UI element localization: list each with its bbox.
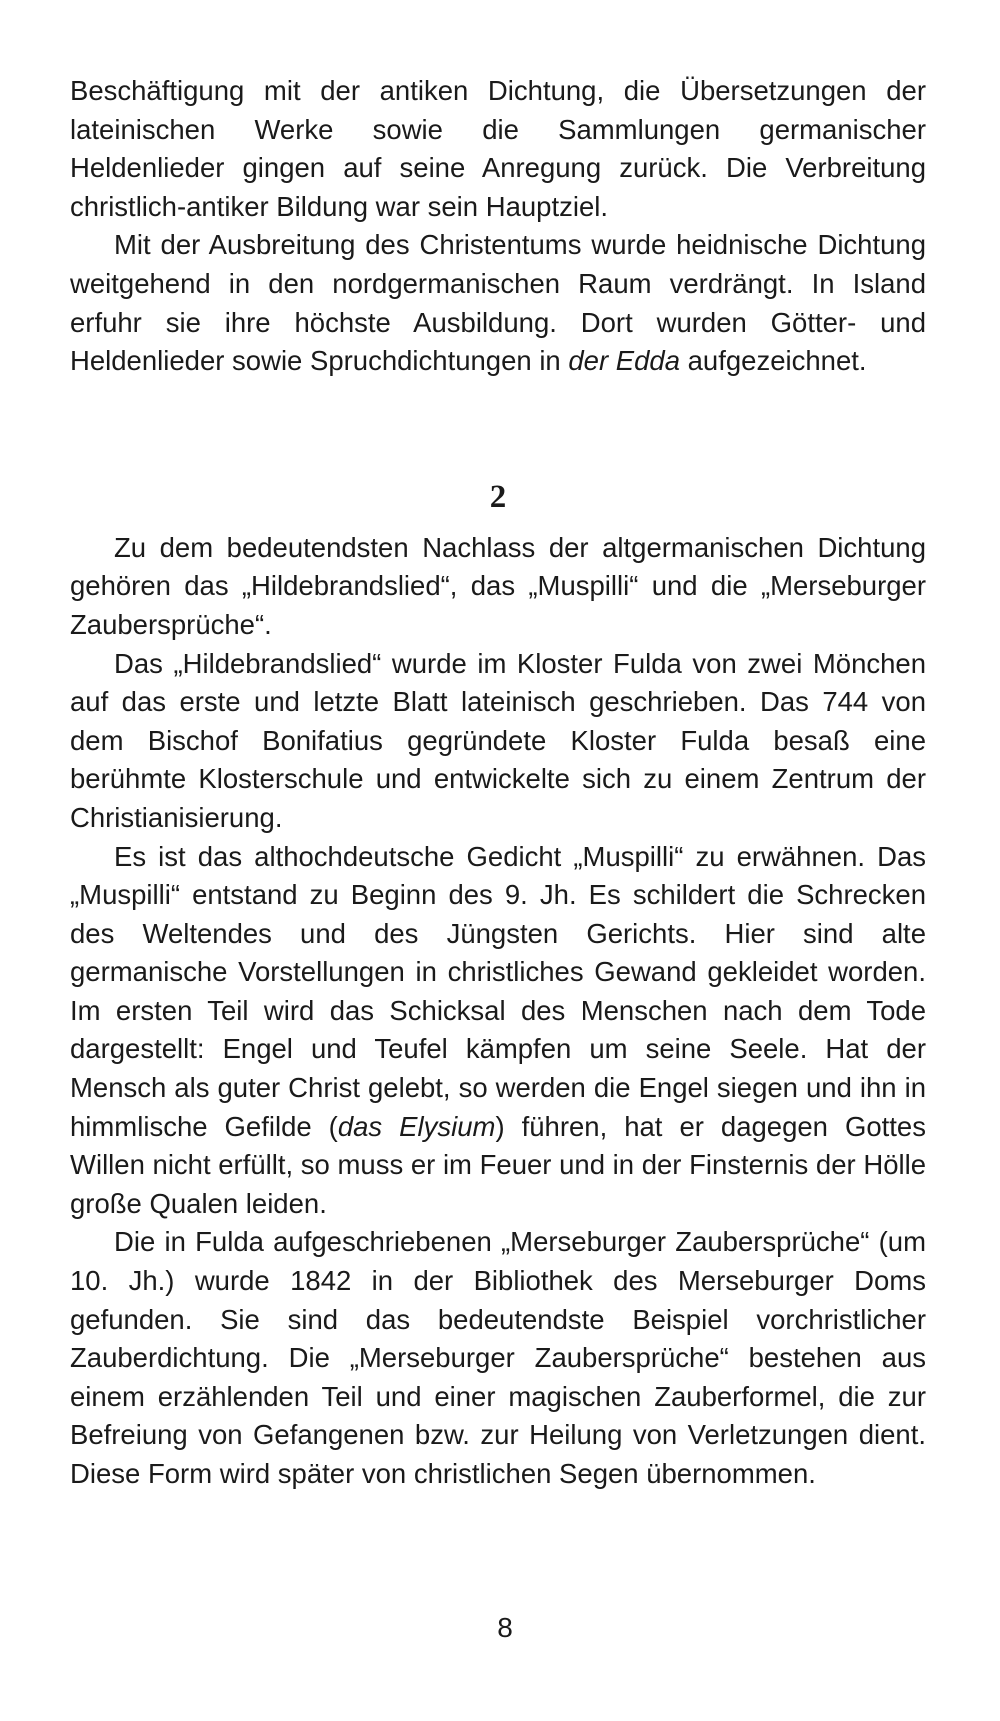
paragraph-muspilli-text: Es ist das althochdeutsche Gedicht „Muspilli“ zu erwähnen. Das „Muspilli“ entstand zu Beginn des 9. Jh. Es schildert die Schrecken des Weltendes und des Jüngsten Gerichts. Hier sind alte germanische Vorstellungen in christliches Gewand gekleidet worden. Im ersten Teil wird das Schicksal des Menschen nach dem Tode dargestellt: Engel und Teufel kämpfen um seine Seele. Hat der Mensch als guter Christ gelebt, so werden die Engel siegen und ihn in himmlische Gefilde ( [70, 840, 926, 1142]
paragraph-edda-text: Mit der Ausbreitung des Christentums wurde heidnische Dichtung weitgehend in den nordgermanischen Raum verdrängt. In Island erfuhr sie ihre höchste Ausbildung. Dort wurden Götter- und Heldenlieder sowie Spruchdichtungen in [70, 229, 926, 377]
italic-elysium: das Elysium [337, 1110, 496, 1142]
paragraph-edda-end: aufgezeichnet. [687, 345, 867, 377]
paragraph-muspilli-end: ) führen, hat er dagegen Gottes Willen nicht erfüllt, so muss er im Feuer und in der Finsternis der Hölle große Qualen leiden. [70, 1110, 926, 1219]
paragraph-edda [70, 226, 926, 380]
italic-edda: der Edda [568, 345, 680, 377]
paragraph-hildebrandslied: Das „Hildebrandslied“ wurde im Kloster Fulda von zwei Mönchen auf das erste und letzte Blatt lateinisch geschrieben. Das 744 von dem Bischof Bonifatius gegründete Kloster Fulda besaß eine berühmte Klosterschule und entwickelte sich zu einem Zentrum der Christianisierung. [70, 647, 926, 833]
page-number: 8 [497, 1612, 513, 1643]
paragraph-nachlass: Zu dem bedeutendsten Nachlass der altgermanischen Dichtung gehören das „Hildebrandslied“, das „Muspilli“ und die „Merseburger Zaubersprüche“. [70, 531, 926, 640]
paragraph-muspilli [70, 838, 926, 1224]
paragraph-continued: Beschäftigung mit der antiken Dichtung, die Übersetzungen der lateinischen Werke sowie die Sammlungen germanischer Heldenlieder gingen auf seine Anregung zurück. Die Verbreitung christlich-antiker Bildung war sein Hauptziel. [70, 75, 926, 222]
paragraph-merseburger: Die in Fulda aufgeschriebenen „Merseburger Zaubersprüche“ (um 10. Jh.) wurde 1842 in der Bibliothek des Merseburger Doms gefunden. Sie sind das bedeutendste Beispiel vorchristlicher Zauberdichtung. Die „Merseburger Zaubersprüche“ bestehen aus einem erzählenden Teil und einer magischen Zauberformel, die zur Befreiung von Gefangenen bzw. zur Heilung von Verletzungen dient. Diese Form wird später von christlichen Segen übernommen. [70, 1226, 926, 1489]
page-body [70, 72, 926, 1494]
section-number: 2 [489, 478, 507, 515]
